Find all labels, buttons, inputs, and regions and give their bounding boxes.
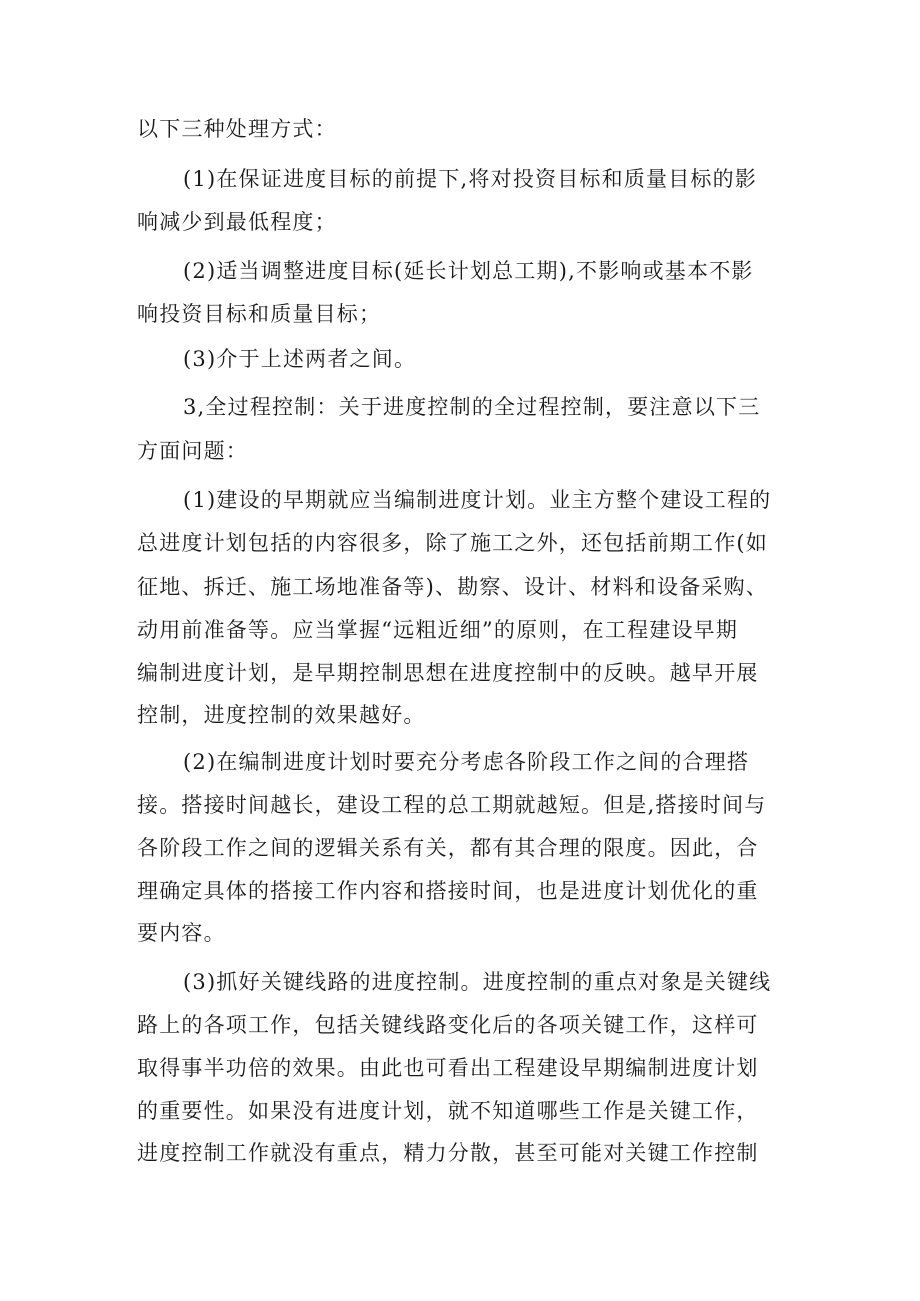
text-line: 要内容。 <box>137 921 226 945</box>
text-line: 3,全过程控制：关于进度控制的全过程控制，要注意以下三 <box>183 395 761 419</box>
text-line: 路上的各项工作，包括关键线路变化后的各项关键工作，这样可 <box>137 1013 759 1037</box>
text-line: 控制，进度控制的效果越好。 <box>137 703 426 727</box>
text-line: 进度控制工作就没有重点，精力分散，甚至可能对关键工作控制 <box>137 1141 759 1165</box>
text-line: 各阶段工作之间的逻辑关系有关，都有其合理的限度。因此，合 <box>137 836 759 860</box>
text-line: 响减少到最低程度； <box>137 210 337 234</box>
text-line: 以下三种处理方式： <box>137 117 337 141</box>
text-line: (3)抓好关键线路的进度控制。进度控制的重点对象是关键线 <box>183 970 772 994</box>
text-line: (3)介于上述两者之间。 <box>183 347 417 371</box>
text-line: 理确定具体的搭接工作内容和搭接时间，也是进度计划优化的重 <box>137 879 759 903</box>
text-line: 的重要性。如果没有进度计划，就不知道哪些工作是关键工作， <box>137 1099 759 1123</box>
text-line: 编制进度计划，是早期控制思想在进度控制中的反映。越早开展 <box>137 661 759 685</box>
text-line: 方面问题： <box>137 439 248 463</box>
text-line: (2)在编制进度计划时要充分考虑各阶段工作之间的合理搭 <box>183 750 750 774</box>
text-line: 响投资目标和质量目标； <box>137 302 382 326</box>
text-line: (1)建设的早期就应当编制进度计划。业主方整个建设工程的 <box>183 488 772 512</box>
text-line: (1)在保证进度目标的前提下,将对投资目标和质量目标的影 <box>183 167 758 191</box>
text-line: 动用前准备等。应当掌握“远粗近细”的原则，在工程建设早期 <box>137 618 739 642</box>
text-line: 征地、拆迁、施工场地准备等)、勘察、设计、材料和设备采购、 <box>137 575 768 599</box>
text-line: 总进度计划包括的内容很多，除了施工之外，还包括前期工作(如 <box>137 531 768 555</box>
text-line: (2)适当调整进度目标(延长计划总工期),不影响或基本不影 <box>183 259 754 283</box>
text-line: 取得事半功倍的效果。由此也可看出工程建设早期编制进度计划 <box>137 1056 759 1080</box>
text-line: 接。搭接时间越长，建设工程的总工期就越短。但是,搭接时间与 <box>137 793 767 817</box>
